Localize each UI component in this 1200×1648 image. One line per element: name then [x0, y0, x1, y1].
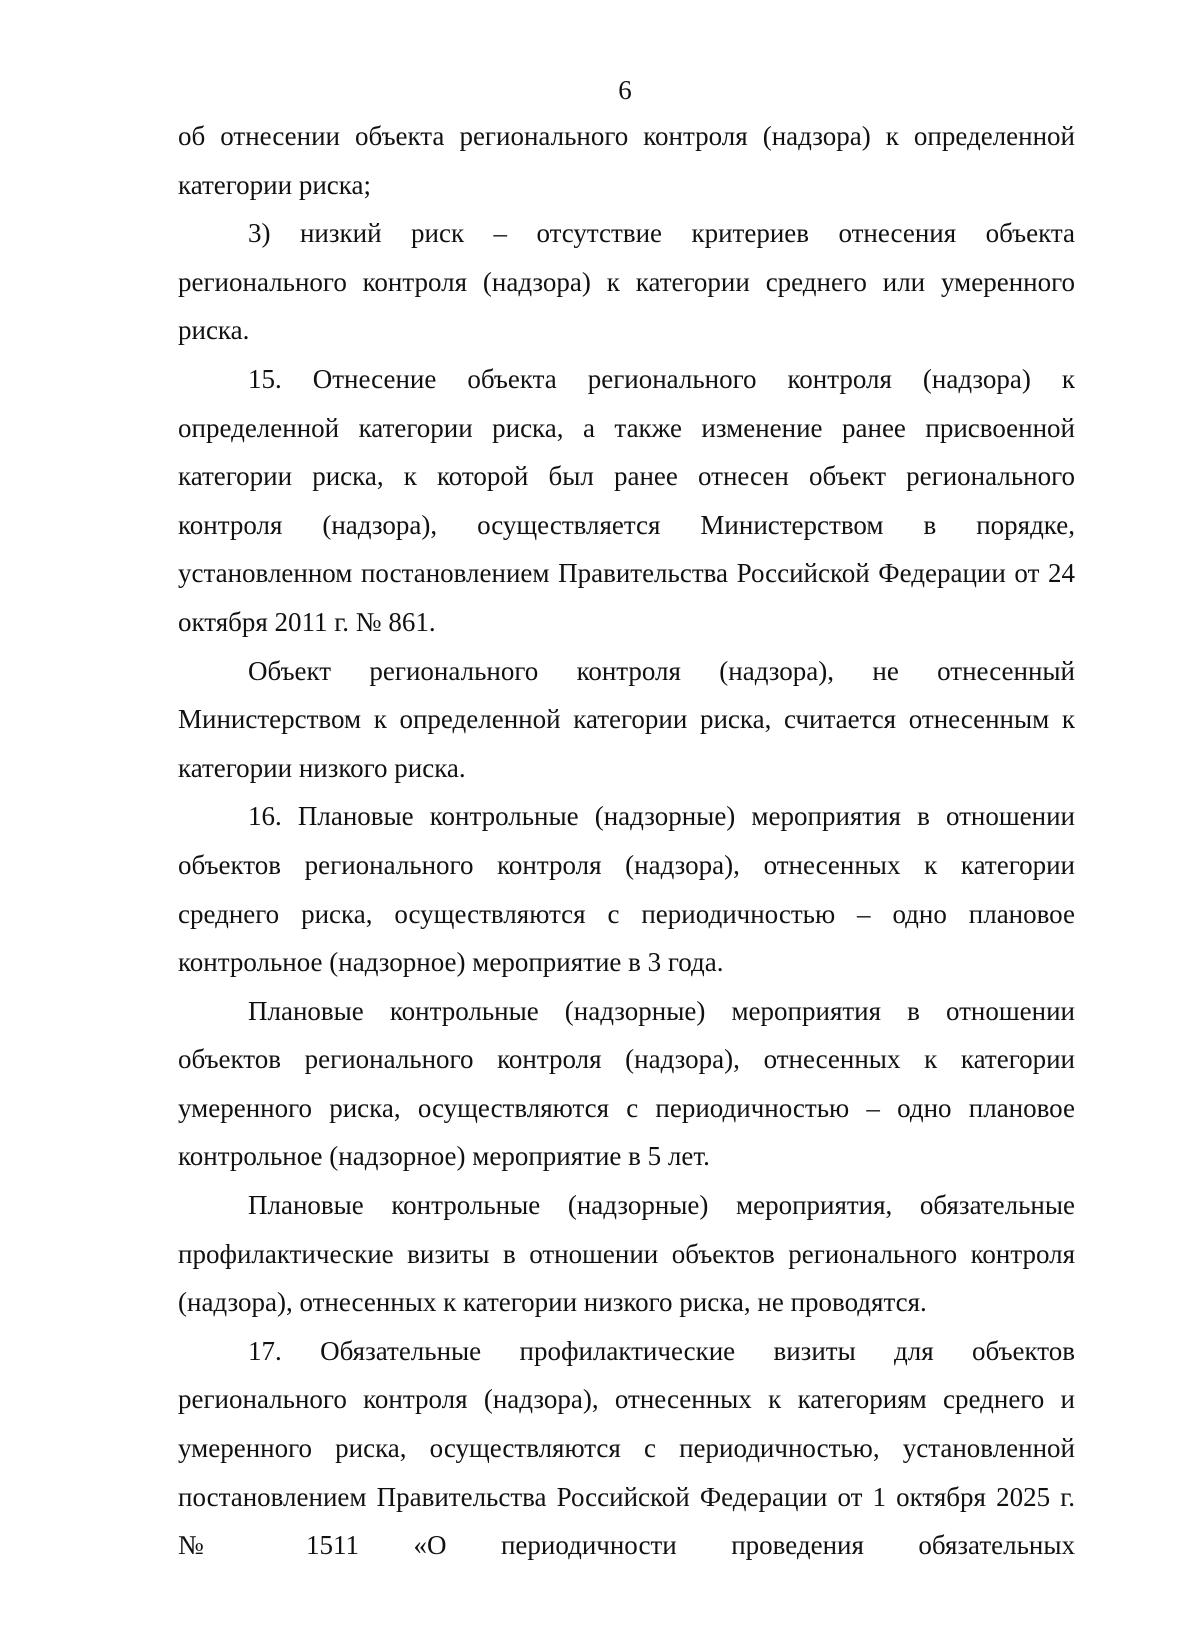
paragraph-low-risk: 3) низкий риск – отсутствие критериев отнесения объекта регионального контроля (надзора) к категории среднего или умеренного риска.	[178, 218, 1075, 346]
paragraph-item-15: 15. Отнесение объекта регионального контроля (надзора) к определенной категории риска, а также изменение ранее присвоенной категории риска, к которой был ранее отнесен объект регионального контроля (надзора), осуществляется Министерством в порядке, установленном постановлением Правительства Российской Федерации от 24 октября 2011 г. № 861.	[178, 363, 1075, 637]
paragraph-continuation: об отнесении объекта регионального контроля (надзора) к определенной категории риска;	[178, 121, 1075, 200]
page-number: 6	[618, 75, 632, 105]
paragraph-moderate-risk: Плановые контрольные (надзорные) мероприятия в отношении объектов регионального контроля (надзора), отнесенных к категории умеренного риска, осуществляются с периодичностью – одно плановое контрольное (надзорное) мероприятие в 5 лет.	[178, 995, 1075, 1172]
paragraph-unassigned-object: Объект регионального контроля (надзора), не отнесенный Министерством к определенной категории риска, считается отнесенным к категории низкого риска.	[178, 655, 1075, 783]
paragraph-item-16: 16. Плановые контрольные (надзорные) мероприятия в отношении объектов регионального контроля (надзора), отнесенных к категории среднего риска, осуществляются с периодичностью – одно плановое контрольное (надзорное) мероприятие в 3 года.	[178, 801, 1075, 978]
paragraph-item-17: 17. Обязательные профилактические визиты для объектов регионального контроля (надзора), отнесенных к категориям среднего и умеренного риска, осуществляются с периодичностью, установленной постановлением Правительства Российской Федерации от 1 октября 2025 г. № 1511 «О периодичности проведения обязательных	[178, 1335, 1075, 1561]
document-body	[178, 112, 1075, 1570]
paragraph-low-risk-no-inspections: Плановые контрольные (надзорные) мероприятия, обязательные профилактические визиты в отношении объектов регионального контроля (надзора), отнесенных к категории низкого риска, не проводятся.	[178, 1190, 1075, 1318]
